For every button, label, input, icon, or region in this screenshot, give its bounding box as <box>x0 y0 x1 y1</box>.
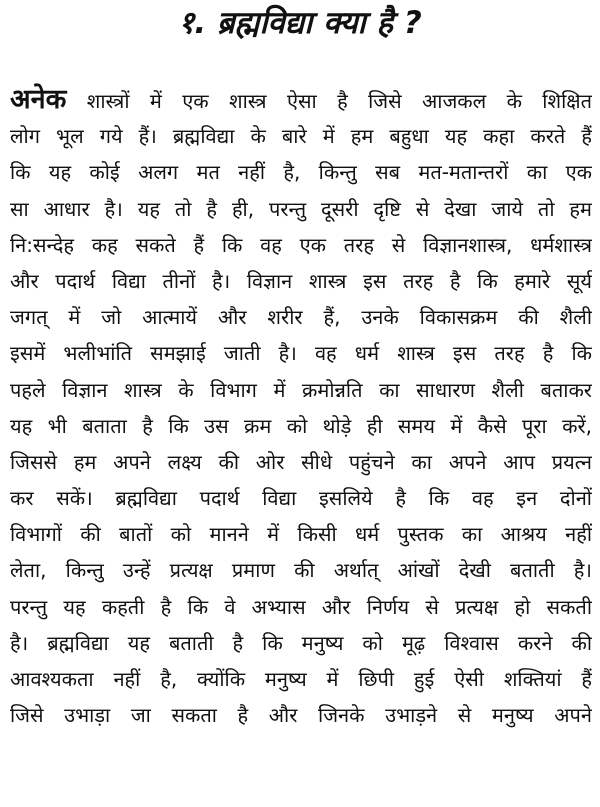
chapter-title: १. ब्रह्मविद्या क्या है ? <box>178 5 422 41</box>
paragraph-line: परन्तु यह कहती है कि वे अभ्यास और निर्णय से प्रत्यक्ष हो सकती <box>10 594 592 619</box>
paragraph-line: यह भी बताता है कि उस क्रम को थोड़े ही समय में कैसे पूरा करें, <box>10 413 592 438</box>
paragraph-line: जिससे हम अपने लक्ष्य की ओर सीधे पहुंचने का अपने आप प्रयत्न <box>10 449 592 474</box>
paragraph-line: और पदार्थ विद्या तीनों है। विज्ञान शास्त्र इस तरह है कि हमारे सूर्य <box>10 268 592 293</box>
first-line-text: शास्त्रों में एक शास्त्र ऐसा है जिसे आजकल के शिक्षित <box>66 89 592 113</box>
paragraph-line: कि यह कोई अलग मत नहीं है, किन्तु सब मत-मतान्तरों का एक <box>10 160 592 185</box>
paragraph-line-1 <box>10 82 592 118</box>
paragraph-line: सा आधार है। यह तो है ही, परन्तु दूसरी दृष्टि से देखा जाये तो हम <box>10 196 592 221</box>
paragraph-line: जिसे उभाड़ा जा सकता है और जिनके उभाड़ने से मनुष्य अपने <box>10 703 592 728</box>
body-paragraph <box>10 82 592 733</box>
paragraph-line: जगत् में जो आत्मायें और शरीर हैं, उनके विकासक्रम की शैली <box>10 305 592 330</box>
paragraph-line: विभागों की बातों को मानने में किसी धर्म पुस्तक का आश्रय नहीं <box>10 522 592 547</box>
paragraph-line: लेता, किन्तु उन्हें प्रत्यक्ष प्रमाण की अर्थात् आंखों देखी बताती है। <box>10 558 592 583</box>
paragraph-line: आवश्यकता नहीं है, क्योंकि मनुष्य में छिपी हुई ऐसी शक्तियां हैं <box>10 667 592 691</box>
paragraph-line: कर सकें। ब्रह्मविद्या पदार्थ विद्या इसलिये है कि वह इन दोनों <box>10 486 592 511</box>
paragraph-line: है। ब्रह्मविद्या यह बताती है कि मनुष्य को मूढ़ विश्वास करने की <box>10 630 592 655</box>
paragraph-line: इसमें भलीभांति समझाई जाती है। वह धर्म शास्त्र इस तरह है कि <box>10 341 592 366</box>
lead-word: अनेक <box>10 84 67 115</box>
paragraph-line: पहले विज्ञान शास्त्र के विभाग में क्रमोन्नति का साधारण शैली बताकर <box>10 377 592 402</box>
paragraph-line: नि:सन्देह कह सकते हैं कि वह एक तरह से विज्ञानशास्त्र, धर्मशास्त्र <box>10 232 592 257</box>
paragraph-line: लोग भूल गये हैं। ब्रह्मविद्या के बारे में हम बहुधा यह कहा करते हैं <box>10 124 592 149</box>
